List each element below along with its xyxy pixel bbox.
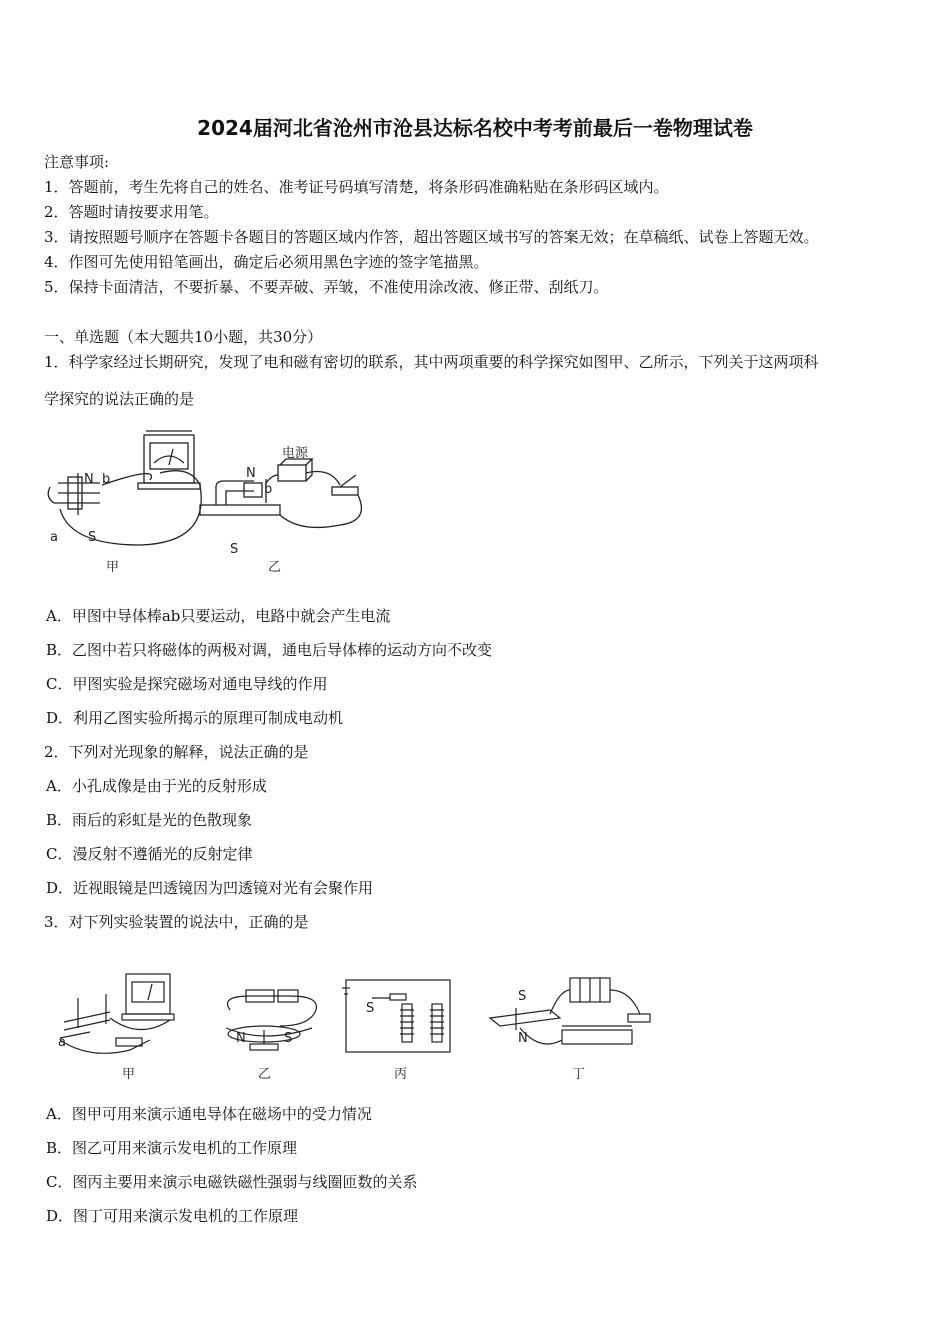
q3-caption-bing: 丙 [394, 1067, 408, 1082]
q3-jia-letter-a: a [58, 1035, 66, 1050]
q3-option-a: A．图甲可用来演示通电导体在磁场中的受力情况 [46, 1105, 372, 1123]
q3-option-c: C．图丙主要用来演示电磁铁磁性强弱与线圈匝数的关系 [46, 1173, 418, 1191]
q3-yi-letter-n: N [236, 1031, 246, 1046]
q1-stem: 1．科学家经过长期研究，发现了电和磁有密切的联系，其中两项重要的科学探究如图甲、乙所示，下列关于这两项科 [44, 353, 819, 371]
q1-stem-cont: 学探究的说法正确的是 [44, 390, 195, 408]
yi-caption: 乙 [268, 560, 282, 575]
notice-item: 4．作图可先使用铅笔画出，确定后必须用黑色字迹的签字笔描黑。 [44, 253, 489, 271]
q2-option-d: D．近视眼镜是凹透镜因为凹透镜对光有会聚作用 [46, 879, 374, 897]
q2-option-b: B．雨后的彩虹是光的色散现象 [46, 811, 253, 829]
page-title: 2024届河北省沧州市沧县达标名校中考考前最后一卷物理试卷 [197, 116, 753, 140]
yi-letter-n: N [246, 466, 256, 481]
section-heading: 一、单选题（本大题共10小题，共30分） [44, 328, 323, 346]
jia-letter-b: b [102, 472, 111, 487]
q1-option-c: C．甲图实验是探究磁场对通电导线的作用 [46, 675, 328, 693]
yi-letter-s: S [230, 542, 239, 557]
q3-caption-ding: 丁 [572, 1067, 586, 1082]
q3-option-b: B．图乙可用来演示发电机的工作原理 [46, 1139, 298, 1157]
yi-letter-b: b [264, 482, 273, 497]
yi-power-label: 电源 [282, 446, 309, 461]
q2-option-c: C．漫反射不遵循光的反射定律 [46, 845, 253, 863]
q1-option-d: D．利用乙图实验所揭示的原理可制成电动机 [46, 709, 344, 727]
q3-caption-jia: 甲 [122, 1067, 136, 1082]
q1-option-b: B．乙图中若只将磁体的两极对调，通电后导体棒的运动方向不改变 [46, 641, 493, 659]
notice-item: 5．保持卡面清洁，不要折暴、不要弄破、弄皱，不准使用涂改液、修正带、刮纸刀。 [44, 278, 609, 296]
q2-option-a: A．小孔成像是由于光的反射形成 [46, 777, 267, 795]
jia-letter-s: S [88, 530, 97, 545]
q1-option-a: A．甲图中导体棒ab只要运动，电路中就会产生电流 [46, 607, 391, 625]
q3-bing-switch-label: S [366, 1001, 375, 1016]
q3-option-d: D．图丁可用来演示发电机的工作原理 [46, 1207, 299, 1225]
notice-heading: 注意事项: [44, 153, 110, 171]
notice-item: 3．请按照题号顺序在答题卡各题目的答题区域内作答，超出答题区域书写的答案无效；在草稿纸、试卷上答题无效。 [44, 228, 819, 246]
jia-letter-n: N [84, 472, 94, 487]
q3-yi-letter-s: S [284, 1031, 293, 1046]
jia-letter-a: a [50, 530, 58, 545]
notice-item: 1．答题前，考生先将自己的姓名、准考证号码填写清楚，将条形码准确粘贴在条形码区域内。 [44, 178, 669, 196]
q3-stem: 3．对下列实验装置的说法中，正确的是 [44, 913, 309, 931]
q3-figure [50, 960, 670, 1085]
q3-ding-letter-s: S [518, 989, 527, 1004]
q3-caption-yi: 乙 [258, 1067, 272, 1082]
q2-stem: 2．下列对光现象的解释，说法正确的是 [44, 743, 309, 761]
jia-caption: 甲 [106, 560, 120, 575]
notice-item: 2．答题时请按要求用笔。 [44, 203, 219, 221]
q3-ding-letter-n: N [518, 1031, 528, 1046]
q1-figure [40, 425, 380, 580]
